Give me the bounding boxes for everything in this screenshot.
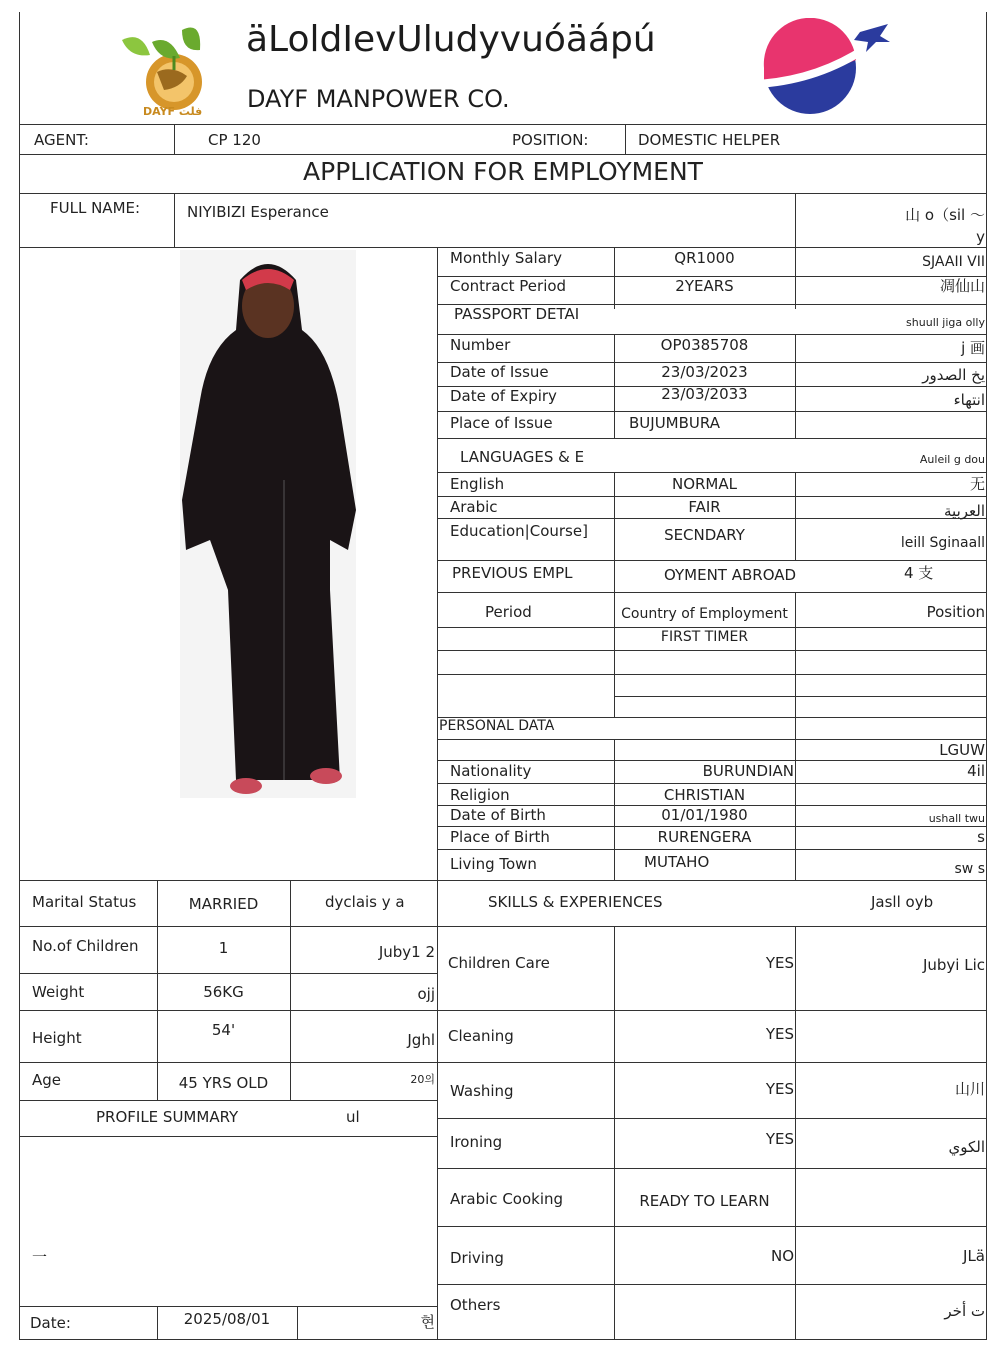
age-value: 45 YRS OLD [178, 1074, 269, 1092]
marital-value: MARRIED [188, 895, 259, 913]
religion-value: CHRISTIAN [663, 786, 746, 804]
education-value: SECNDARY [664, 526, 745, 544]
profile-summary-label: PROFILE SUMMARY [96, 1108, 239, 1126]
living-town-label: Living Town [450, 855, 537, 873]
passport-header-arabic: shuull jiga olly [906, 316, 985, 329]
contract-value: 2YEARS [675, 277, 734, 295]
agent-label: AGENT: [34, 131, 89, 149]
skill-value: NO [770, 1247, 794, 1265]
personal-data-header: PERSONAL DATA [439, 718, 555, 734]
children-arabic: Juby1 2 [378, 943, 435, 961]
nationality-value: BURUNDIAN [702, 762, 794, 780]
passport-number-arabic: j 画 [961, 339, 985, 357]
salary-value: QR1000 [674, 249, 735, 267]
contract-arabic: 凋仙山 [939, 277, 985, 295]
arabic-lang-label: Arabic [450, 498, 498, 516]
skill-label: Arabic Cooking [450, 1190, 564, 1208]
col-period: Period [485, 603, 532, 621]
date-label: Date: [30, 1314, 71, 1332]
form-title: APPLICATION FOR EMPLOYMENT [303, 157, 703, 186]
skill-value: READY TO LEARN [639, 1192, 770, 1210]
english-arabic: 无 [969, 475, 985, 493]
skill-arabic: ت أخر [944, 1302, 985, 1320]
age-arabic: 20의 [410, 1073, 435, 1086]
expiry-date-label: Date of Expiry [450, 387, 557, 405]
company-name: DAYF MANPOWER CO. [247, 85, 510, 113]
nationality-arabic: 4il [967, 762, 985, 780]
prev-employment-label-2: OYMENT ABROAD [664, 566, 797, 584]
age-label: Age [32, 1071, 62, 1089]
pob-label: Place of Birth [450, 828, 550, 846]
english-value: NORMAL [671, 475, 737, 493]
skill-label: Ironing [450, 1133, 503, 1151]
full-name-arabic-2: y [976, 228, 985, 246]
marital-label: Marital Status [32, 893, 137, 911]
marital-arabic: dyclais y a [325, 893, 405, 911]
personal-data-arabic: LGUW [939, 741, 985, 759]
weight-value: 56KG [203, 983, 244, 1001]
skill-label: Children Care [448, 954, 550, 972]
skill-label: Driving [450, 1249, 504, 1267]
weight-label: Weight [32, 983, 85, 1001]
issue-place-label: Place of Issue [450, 414, 553, 432]
skill-label: Washing [450, 1082, 514, 1100]
arabic-lang-arabic: العربية [944, 502, 985, 520]
passport-number-value: OP0385708 [660, 336, 749, 354]
skill-value: YES [765, 954, 794, 972]
agent-value: CP 120 [208, 131, 261, 149]
skill-arabic: Jubyi Lic [922, 956, 985, 974]
dob-value: 01/01/1980 [661, 806, 748, 824]
skill-label: Others [450, 1296, 501, 1314]
skill-arabic: JLä [963, 1247, 985, 1265]
dob-label: Date of Birth [450, 806, 546, 824]
skills-header: SKILLS & EXPERIENCES [488, 893, 663, 911]
dob-arabic: ushall twu [928, 812, 985, 825]
header-title: äLoldIevUludyvuóäápú [246, 19, 656, 60]
airline-logo [748, 18, 896, 118]
height-value: 54' [211, 1021, 236, 1039]
prev-employment-label: PREVIOUS EMPL [452, 564, 573, 582]
skill-value: YES [765, 1130, 794, 1148]
education-arabic: leill Sginaall [900, 535, 985, 551]
expiry-date-value: 23/03/2033 [661, 385, 748, 403]
weight-arabic: ojj [417, 985, 435, 1003]
skill-value: YES [765, 1080, 794, 1098]
prev-employment-arabic: 4 支 [904, 564, 934, 582]
pob-value: RURENGERA [657, 828, 752, 846]
skill-arabic: الكوي [948, 1138, 985, 1156]
languages-header-arabic: Auleil g dou [919, 453, 985, 466]
passport-number-label: Number [450, 336, 511, 354]
children-value: 1 [218, 939, 229, 957]
date-value: 2025/08/01 [183, 1310, 271, 1328]
skill-value: YES [765, 1025, 794, 1043]
full-name-label: FULL NAME: [50, 199, 141, 217]
position-value: DOMESTIC HELPER [638, 131, 781, 149]
passport-header: PASSPORT DETAI [454, 305, 580, 319]
skill-label: Cleaning [448, 1027, 514, 1045]
applicant-photo [180, 250, 356, 798]
languages-header: LANGUAGES & E [460, 448, 585, 462]
position-label: POSITION: [512, 131, 589, 149]
religion-label: Religion [450, 786, 510, 804]
issue-date-arabic: يخ الصدور [922, 366, 985, 384]
nationality-label: Nationality [450, 762, 532, 780]
living-town-value: MUTAHO [644, 853, 710, 871]
skill-arabic: 山川 [954, 1080, 985, 1098]
education-label: Education|Course] [450, 522, 588, 540]
date-arabic: 현 [420, 1313, 435, 1331]
pob-arabic: s [977, 828, 985, 846]
col-country: Country of Employment [621, 606, 788, 622]
issue-place-value: BUJUMBURA [629, 414, 720, 432]
logo-text: DAYF فلت [143, 105, 203, 118]
first-timer: FIRST TIMER [660, 629, 749, 645]
living-town-arabic: sw s [954, 861, 985, 877]
issue-date-value: 23/03/2023 [661, 363, 748, 381]
skills-header-arabic: Jasll oyb [871, 893, 934, 911]
children-label: No.of Children [32, 937, 139, 955]
profile-summary-arabic: ul [346, 1108, 360, 1126]
english-label: English [450, 475, 505, 493]
full-name-arabic: 山 o（sil ～ [905, 206, 985, 224]
salary-label: Monthly Salary [450, 249, 562, 267]
col-position: Position [926, 603, 985, 621]
height-arabic: Jghl [407, 1031, 435, 1049]
contract-label: Contract Period [450, 277, 567, 295]
height-label: Height [32, 1029, 82, 1047]
salary-arabic: SJAAII VII [922, 254, 985, 270]
full-name-value: NIYIBIZI Esperance [187, 203, 329, 221]
arabic-lang-value: FAIR [688, 498, 721, 516]
issue-date-label: Date of Issue [450, 363, 549, 381]
profile-summary-dash: 一 [32, 1248, 48, 1266]
expiry-date-arabic: انتهاء [953, 391, 985, 409]
